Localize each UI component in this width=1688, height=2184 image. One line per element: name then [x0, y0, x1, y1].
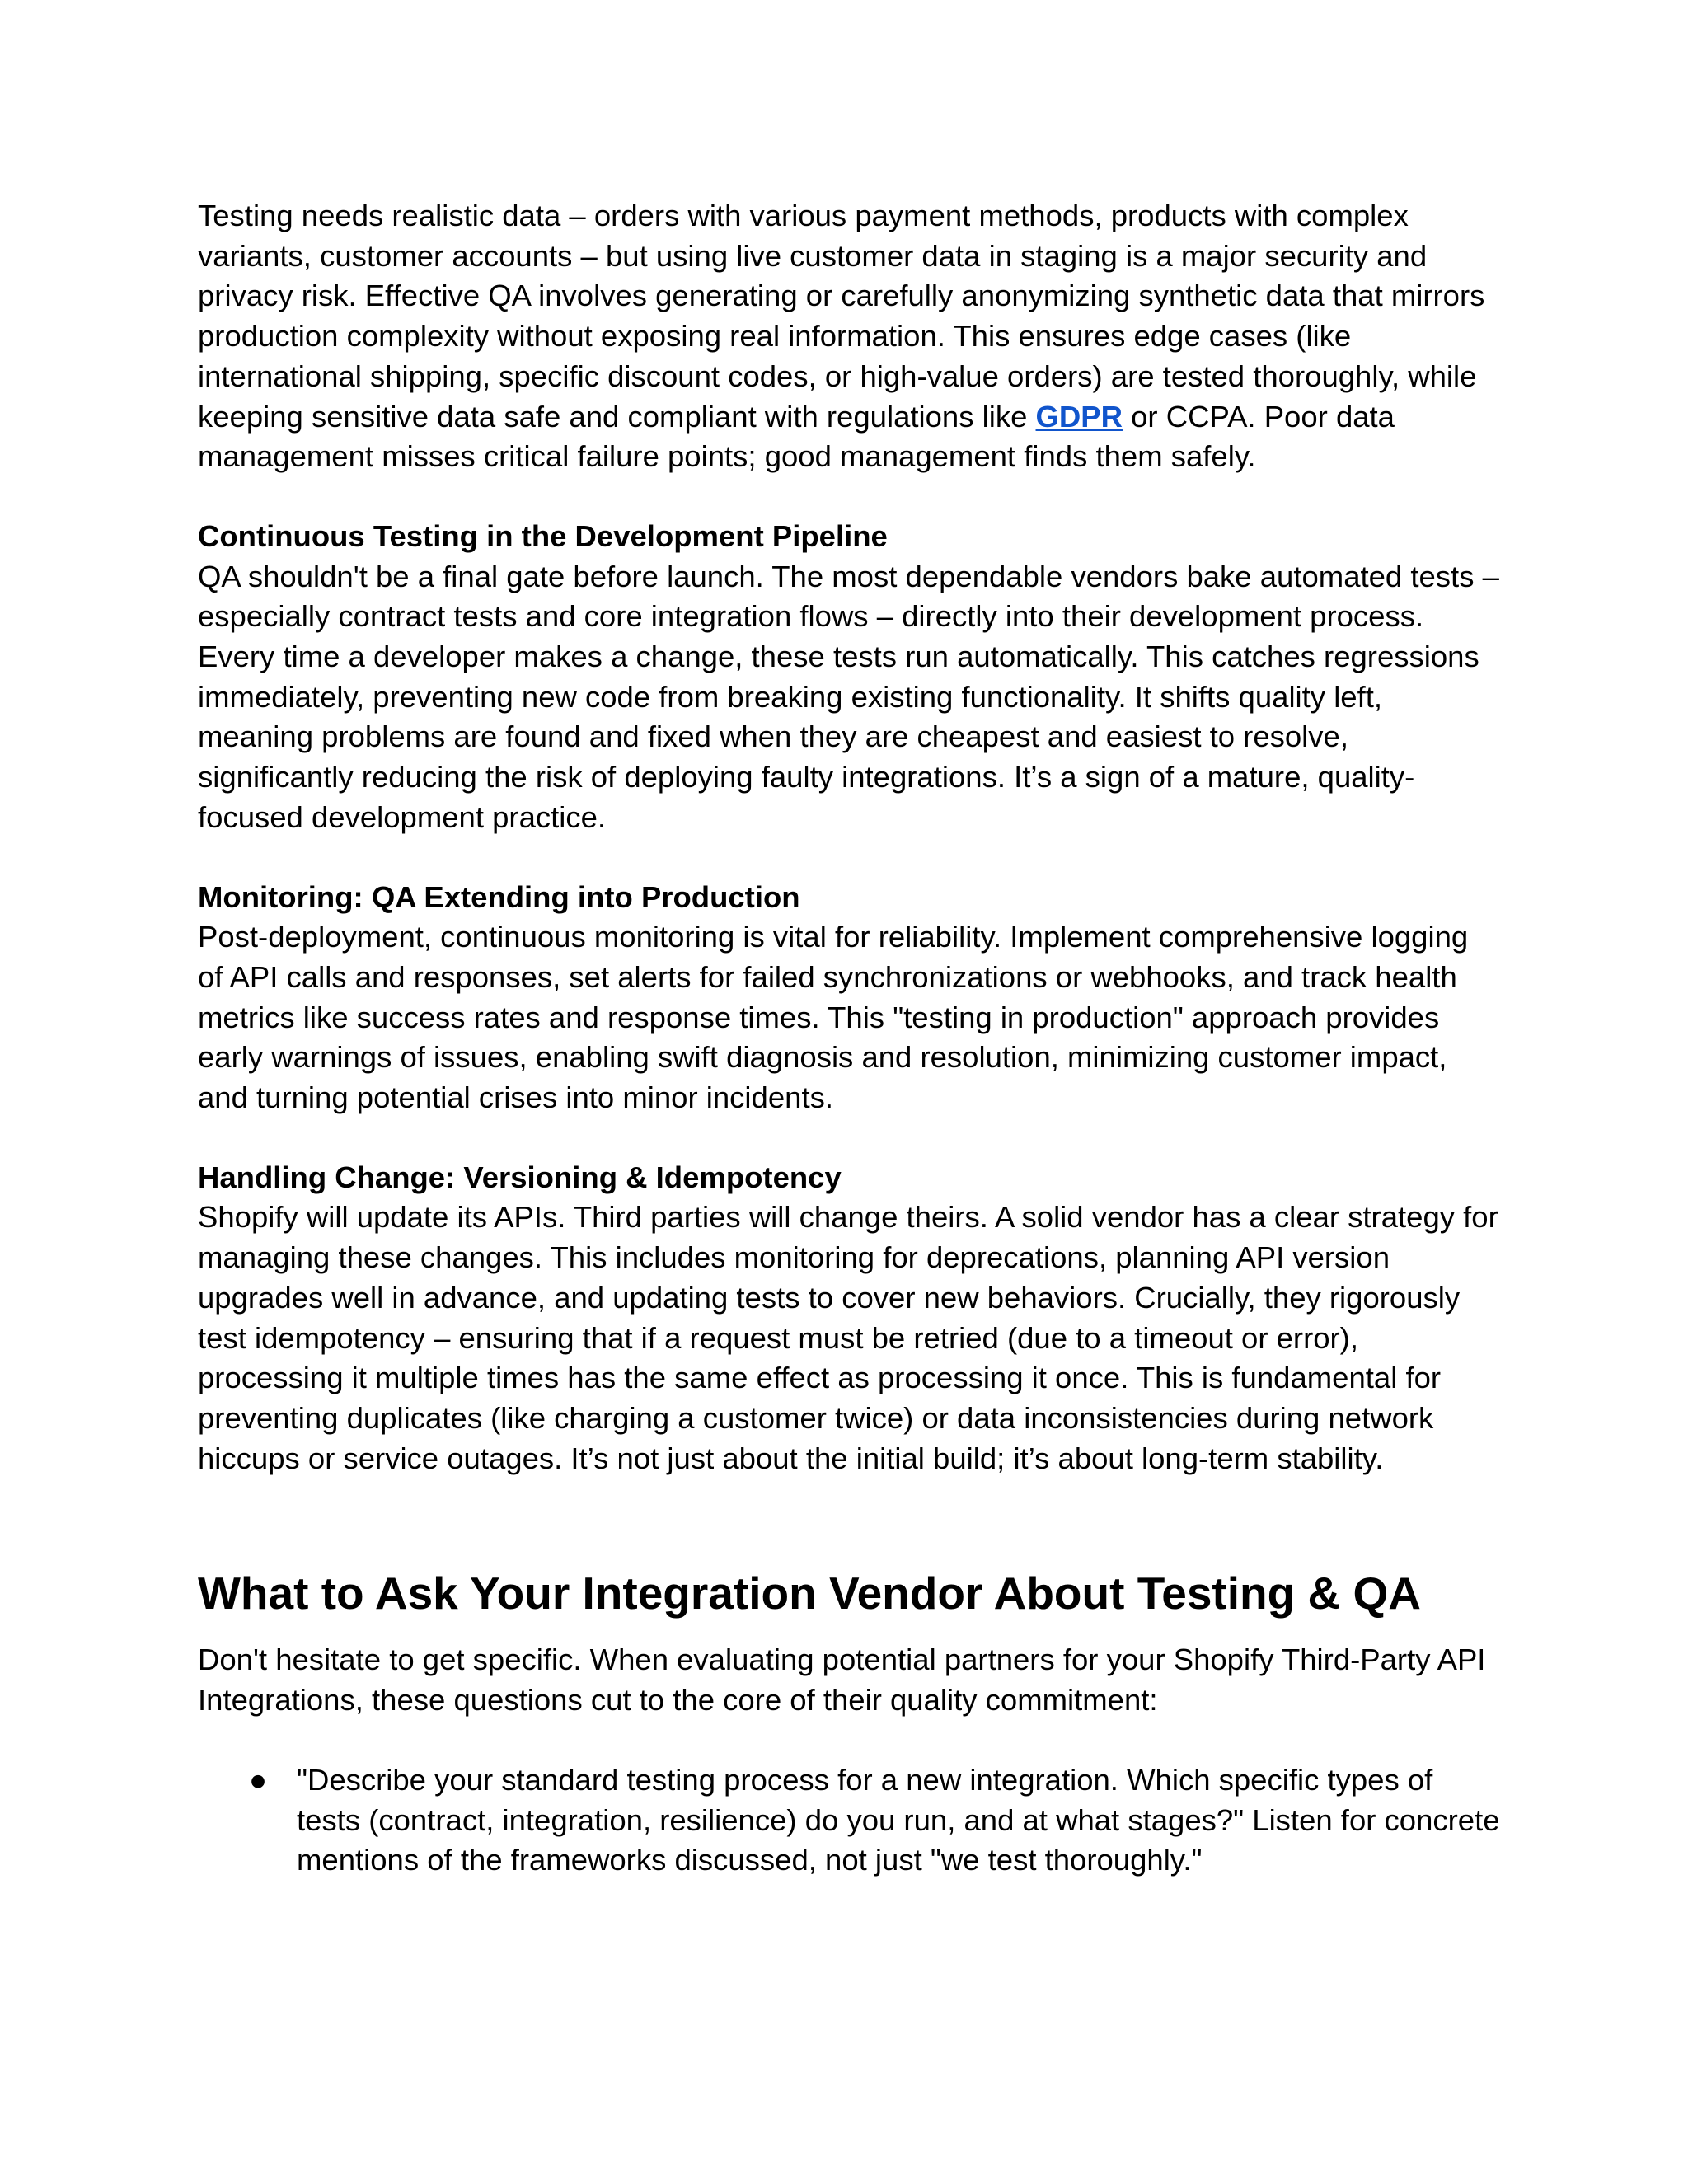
intro-text-after-link: or CCPA. Poor data management misses critical failure points; good management finds them safely.: [198, 399, 1395, 474]
section-body: Shopify will update its APIs. Third parties will change theirs. A solid vendor has a clear strategy for managing these changes. This includes monitoring for deprecations, planning API version upgrades well in advance, and updating tests to cover new behaviors. Crucially, they rigorously test idempotency – ensuring that if a request must be retried (due to a timeout or error), processing it multiple times has the same effect as processing it once. This is fundamental for preventing duplicates (like charging a customer twice) or data inconsistencies during network hiccups or service outages. It’s not just about the initial build; it’s about long-term stability.: [198, 1200, 1498, 1475]
section-body: Post-deployment, continuous monitoring is vital for reliability. Implement comprehensive logging of API calls and responses, set alerts for failed synchronizations or webhooks, and track health metrics like success rates and response times. This "testing in production" approach provides early warnings of issues, enabling swift diagnosis and resolution, minimizing customer impact, and turning potential crises into minor incidents.: [198, 920, 1469, 1115]
section-handling-change: [198, 1158, 1500, 1479]
list-item: [198, 1760, 1500, 1881]
document-page: [198, 196, 1500, 1881]
intro-text-before-link: Testing needs realistic data – orders with various payment methods, products with complex variants, customer accounts – but using live customer data in staging is a major security and privacy risk. Effective QA involves generating or carefully anonymizing synthetic data that mirrors production complexity without exposing real information. This ensures edge cases (like international shipping, specific discount codes, or high-value orders) are tested thoroughly, while keeping sensitive data safe and compliant with regulations like: [198, 199, 1485, 434]
section-heading: Continuous Testing in the Development Pipeline: [198, 518, 888, 553]
section-body: QA shouldn't be a final gate before launch. The most dependable vendors bake automated tests – especially contract tests and core integration flows – directly into their development process. Every time a developer makes a change, these tests run automatically. This catches regressions immediately, preventing new code from breaking existing functionality. It shifts quality left, meaning problems are found and fixed when they are cheapest and easiest to resolve, significantly reducing the risk of deploying faulty integrations. It’s a sign of a mature, quality-focused development practice.: [198, 559, 1499, 834]
major-heading: What to Ask Your Integration Vendor About Testing & QA: [198, 1568, 1421, 1619]
bullet-icon: ●: [249, 1762, 268, 1797]
question-list: [198, 1760, 1500, 1881]
gdpr-link[interactable]: GDPR: [1035, 399, 1123, 434]
section-heading: Monitoring: QA Extending into Production: [198, 879, 800, 914]
section-heading: Handling Change: Versioning & Idempotency: [198, 1160, 842, 1194]
section-monitoring: [198, 878, 1500, 1118]
intro-paragraph: [198, 196, 1500, 477]
major-intro-paragraph: Don't hesitate to get specific. When evaluating potential partners for your Shopify Third-Party API Integrations, these questions cut to the core of their quality commitment:: [198, 1643, 1486, 1718]
list-item-text: "Describe your standard testing process for a new integration. Which specific types of tests (contract, integration, resilience) do you run, and at what stages?" Listen for concrete mentions of the frameworks discussed, not just "we test thoroughly.": [297, 1762, 1500, 1877]
section-continuous-testing: [198, 517, 1500, 838]
